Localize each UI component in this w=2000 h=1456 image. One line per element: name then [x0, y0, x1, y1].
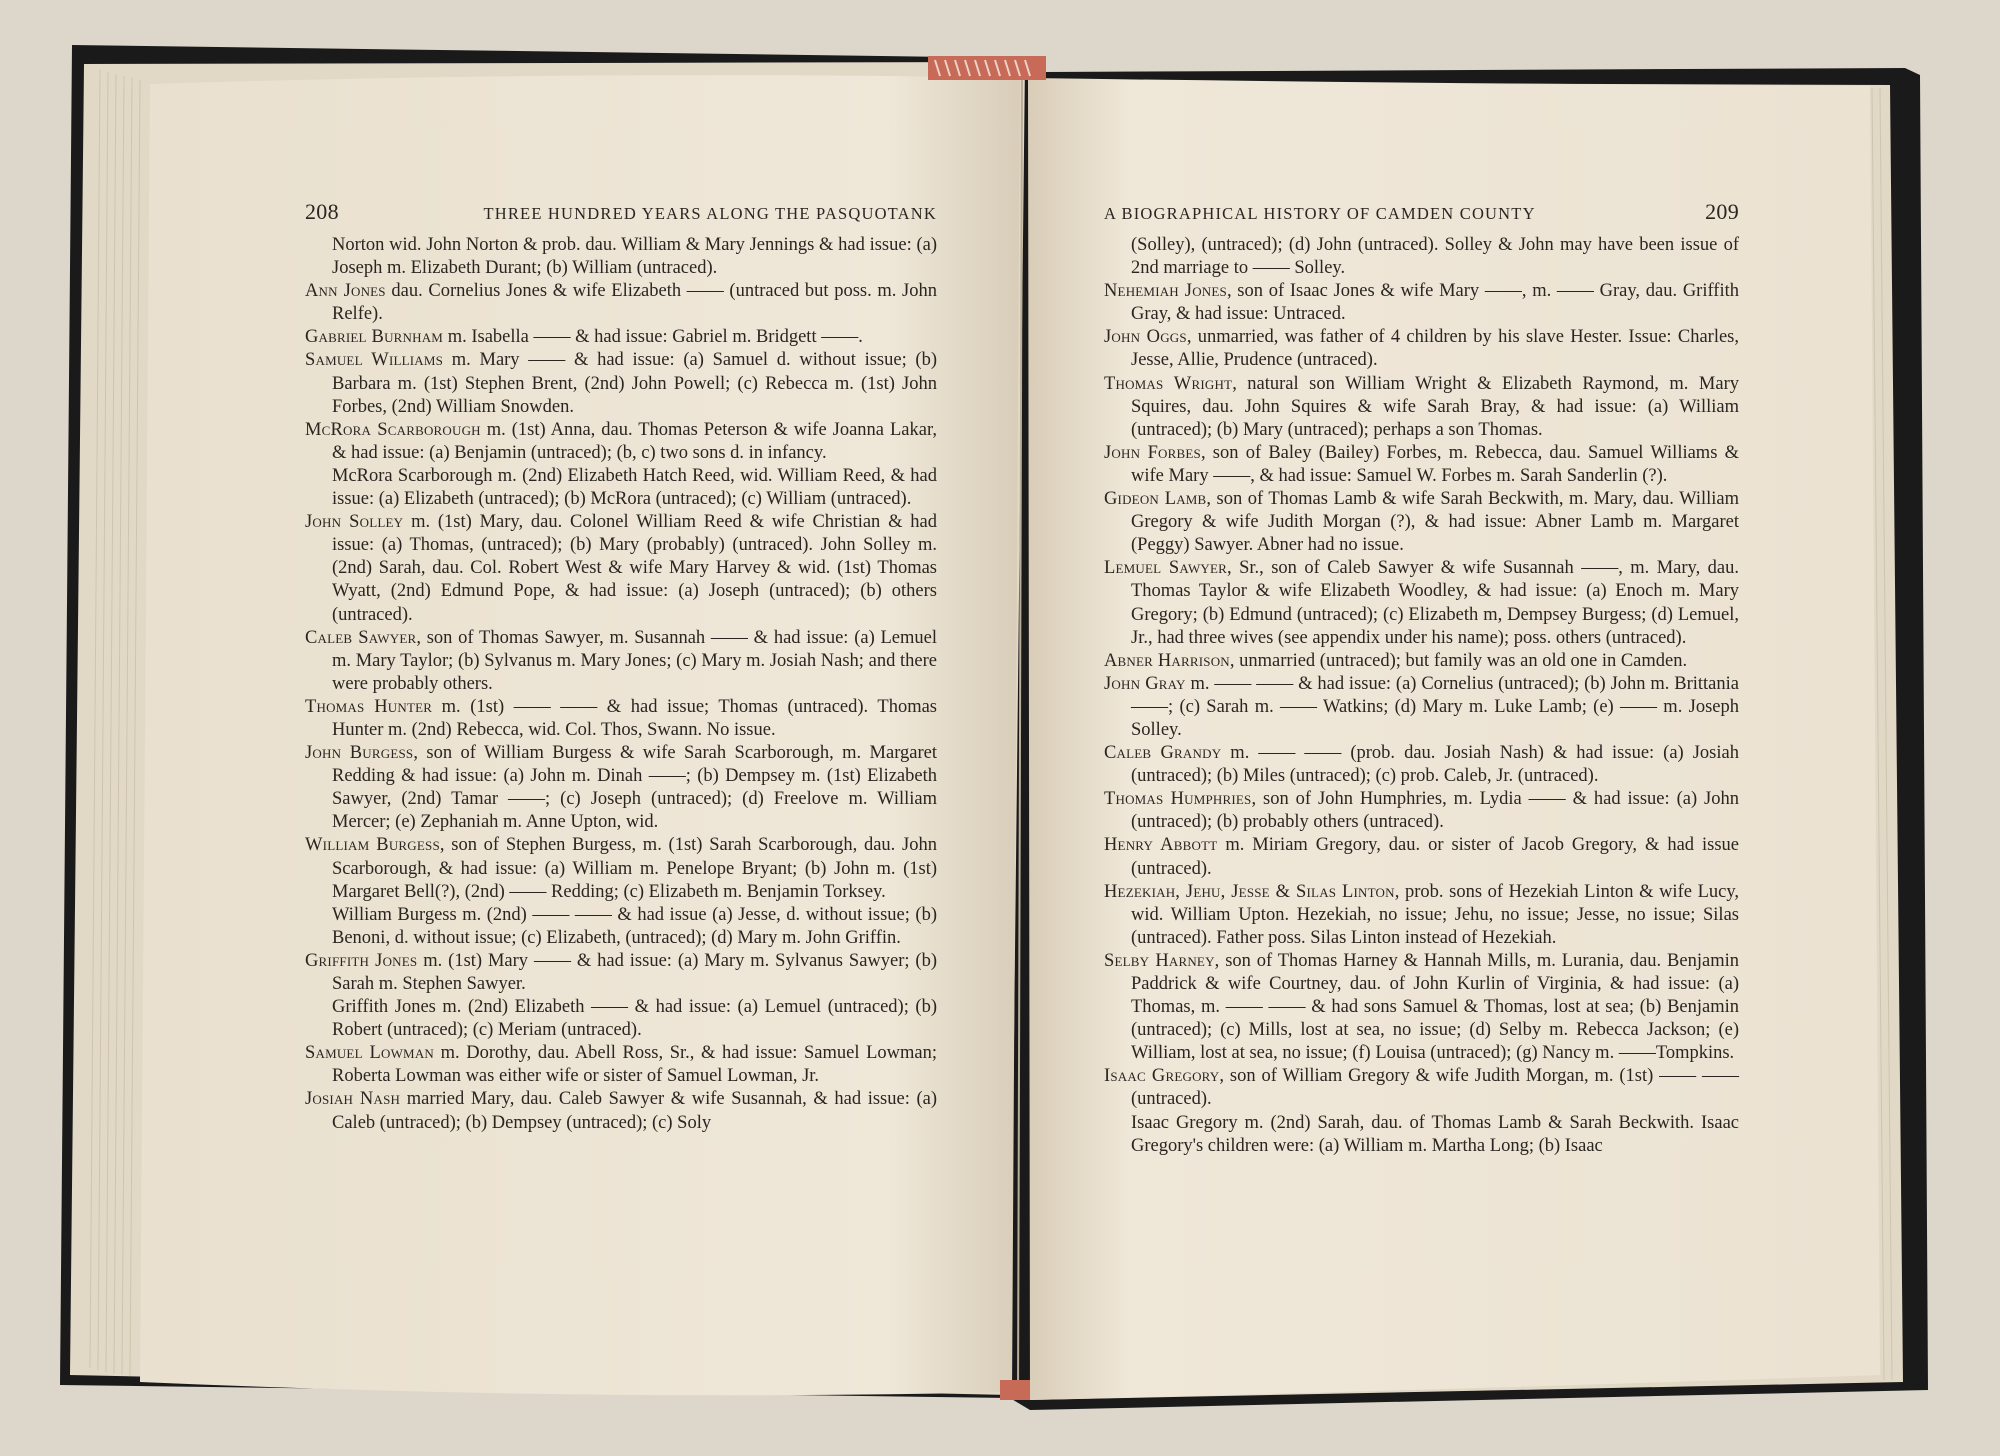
entry-name: Thomas Humphries: [1104, 789, 1252, 810]
entry-text: m. —— —— & had issue: (a) Cornelius (untraced); (b) John m. Brittania ——; (c) Sarah m. —— Watkins; (d) Mary m. Luke Lamb; (e) —— m. Joseph Solley.: [1131, 673, 1739, 740]
entry-text: , son of William Gregory & wife Judith Morgan, m. (1st) —— —— (untraced).: [1131, 1066, 1740, 1110]
entry-text: , son of Thomas Sawyer, m. Susannah —— & had issue: (a) Lemuel m. Mary Taylor; (b) Sylvanus m. Mary Jones; (c) Mary m. Josiah Nash; and there were probably others.: [332, 627, 937, 694]
headband-bottom: [1000, 1380, 1030, 1400]
right-running-title: A BIOGRAPHICAL HISTORY OF CAMDEN COUNTY: [1104, 204, 1536, 223]
entry-text: , unmarried (untraced); but family was an old one in Camden.: [1229, 650, 1688, 671]
genealogy-entry: [305, 326, 937, 349]
entry-name: William Burgess: [305, 835, 440, 856]
right-page-text: [1104, 200, 1739, 1158]
genealogy-entry: [305, 742, 937, 834]
genealogy-entry: [305, 950, 937, 996]
entry-name: Isaac Gregory: [1104, 1066, 1220, 1087]
entry-name: John Solley: [305, 512, 404, 533]
entry-name: Caleb Sawyer: [305, 627, 417, 648]
right-running-head: [1104, 200, 1739, 234]
entry-name: Henry Abbott: [1104, 835, 1218, 856]
genealogy-entry: [1104, 280, 1739, 326]
genealogy-entry: [1104, 834, 1739, 880]
entry-text: , unmarried, was father of 4 children by his slave Hester. Issue: Charles, Jesse, Allie, Prudence (untraced).: [1131, 327, 1739, 371]
entry-paragraph: William Burgess m. (2nd) —— —— & had issue (a) Jesse, d. without issue; (b) Benoni, d. without issue; (c) Elizabeth, (untraced); (d) Mary m. John Griffin.: [332, 904, 937, 948]
entry-name: Nehemiah Jones: [1104, 281, 1227, 302]
genealogy-entry: [1104, 326, 1739, 372]
genealogy-entry: [305, 419, 937, 465]
right-entries: [1104, 234, 1739, 1158]
genealogy-entry: [1104, 650, 1739, 673]
entry-name: Josiah Nash: [305, 1089, 401, 1110]
genealogy-entry: [305, 834, 937, 903]
entry-name: John Gray: [1104, 673, 1186, 694]
genealogy-entry: [1104, 373, 1739, 442]
genealogy-entry: [1104, 881, 1739, 950]
entry-name: Gideon Lamb: [1104, 489, 1207, 510]
genealogy-entry: [1104, 788, 1739, 834]
genealogy-entry: [1104, 442, 1739, 488]
genealogy-entry: [305, 1042, 937, 1088]
entry-paragraph: McRora Scarborough m. (2nd) Elizabeth Hatch Reed, wid. William Reed, & had issue: (a) Elizabeth (untraced); (b) McRora (untraced); (c) William (untraced).: [332, 465, 937, 510]
entry-text: m. Mary —— & had issue: (a) Samuel d. without issue; (b) Barbara m. (1st) Stephen Brent, (2nd) John Powell; (c) Rebecca m. (1st) John Forbes, (2nd) William Snowden.: [332, 350, 937, 417]
entry-name: Abner Harrison: [1104, 650, 1230, 671]
continued-entry: (Solley), (untraced); (d) John (untraced). Solley & John may have been issue of 2nd marriage to —— Solley.: [1131, 235, 1739, 279]
entry-text: , son of William Burgess & wife Sarah Scarborough, m. Margaret Redding & had issue: (a) John m. Dinah ——; (b) Dempsey m. (1st) Elizabeth Sawyer, (2nd) Tamar ——; (c) Joseph (untraced); (d) Freelove m. William Mercer; (e) Zephaniah m. Anne Upton, wid.: [332, 743, 937, 833]
entry-text: , son of John Humphries, m. Lydia —— & had issue: (a) John (untraced); (b) probably others (untraced).: [1131, 789, 1739, 833]
entry-text: , prob. sons of Hezekiah Linton & wife Lucy, wid. William Upton. Hezekiah, no issue; Jehu, no issue; Jesse, no issue; Silas (untraced). Father poss. Silas Linton instead of Hezekiah.: [1131, 881, 1739, 948]
entry-text: married Mary, dau. Caleb Sawyer & wife Susannah, & had issue: (a) Caleb (untraced); (b) Dempsey (untraced); (c) Soly: [332, 1089, 937, 1133]
genealogy-entry: [305, 1088, 937, 1134]
entry-text: , Sr., son of Caleb Sawyer & wife Susannah ——, m. Mary, dau. Thomas Taylor & wife Elizabeth Woodley, & had issue: (a) Enoch m. Mary Gregory; (b) Edmund (untraced); (c) Elizabeth m, Dempsey Burgess; (d) Lemuel, Jr., had three wives (see appendix under his name); poss. others (untraced).: [1131, 558, 1740, 648]
entry-text: , son of Isaac Jones & wife Mary ——, m. —— Gray, dau. Griffith Gray, & had issue: Untraced.: [1131, 281, 1739, 325]
entry-name: Samuel Williams: [305, 350, 444, 371]
left-running-head: [305, 200, 937, 234]
entry-text: m. Miriam Gregory, dau. or sister of Jacob Gregory, & had issue (untraced).: [1131, 835, 1739, 879]
right-page-number: 209: [1705, 199, 1739, 224]
continued-entry: Norton wid. John Norton & prob. dau. William & Mary Jennings & had issue: (a) Joseph m. Elizabeth Durant; (b) William (untraced).: [332, 235, 937, 279]
entry-text: m. (1st) Anna, dau. Thomas Peterson & wife Joanna Lakar, & had issue: (a) Benjamin (untraced); (b, c) two sons d. in infancy.: [332, 419, 937, 463]
genealogy-entry: [1104, 950, 1739, 1065]
entry-paragraph: Isaac Gregory m. (2nd) Sarah, dau. of Thomas Lamb & Sarah Beckwith. Isaac Gregory's children were: (a) William m. Martha Long; (b) Isaac: [1131, 1112, 1739, 1156]
left-running-title: THREE HUNDRED YEARS ALONG THE PASQUOTANK: [483, 204, 937, 223]
entry-name: Selby Harney: [1104, 950, 1215, 971]
entry-name: Lemuel Sawyer: [1104, 558, 1228, 579]
genealogy-entry: [1104, 488, 1739, 557]
entry-text: , son of Thomas Lamb & wife Sarah Beckwith, m. Mary, dau. William Gregory & wife Judith Morgan (?), & had issue: Abner Lamb m. Margaret (Peggy) Sawyer. Abner had no issue.: [1131, 489, 1739, 556]
entry-text: m. Dorothy, dau. Abell Ross, Sr., & had issue: Samuel Lowman; Roberta Lowman was either wife or sister of Samuel Lowman, Jr.: [332, 1043, 937, 1087]
entry-name: Thomas Wright: [1104, 373, 1233, 394]
entry-name: Gabriel Burnham: [305, 327, 444, 348]
left-page-text: [305, 200, 937, 1135]
genealogy-entry: [305, 627, 937, 696]
entry-text: m. —— —— (prob. dau. Josiah Nash) & had issue: (a) Josiah (untraced); (b) Miles (untraced); (c) prob. Caleb, Jr. (untraced).: [1131, 743, 1739, 787]
left-page-number: 208: [305, 199, 339, 224]
genealogy-entry: [1104, 1065, 1739, 1111]
genealogy-entry: [305, 349, 937, 418]
entry-name: McRora Scarborough: [305, 419, 481, 440]
genealogy-entry: [305, 511, 937, 626]
entry-name: John Oggs: [1104, 327, 1187, 348]
entry-text: , son of Baley (Bailey) Forbes, m. Rebecca, dau. Samuel Williams & wife Mary ——, & had issue: Samuel W. Forbes m. Sarah Sanderlin (?).: [1131, 442, 1739, 486]
entry-name: John Burgess: [305, 743, 414, 764]
entry-text: m. (1st) Mary, dau. Colonel William Reed & wife Christian & had issue: (a) Thomas, (untraced); (b) Mary (probably) (untraced). John Solley m. (2nd) Sarah, dau. Col. Robert West & wife Mary Harvey & wid. (1st) Thomas Wyatt, (2nd) Edmund Pope, & had issue: (a) Joseph (untraced); (b) others (untraced).: [332, 512, 938, 625]
genealogy-entry: [305, 696, 937, 742]
entry-text: dau. Cornelius Jones & wife Elizabeth —— (untraced but poss. m. John Relfe).: [332, 281, 937, 325]
entry-name: Samuel Lowman: [305, 1043, 434, 1064]
entry-text: m. (1st) Mary —— & had issue: (a) Mary m. Sylvanus Sawyer; (b) Sarah m. Stephen Sawyer.: [332, 950, 937, 994]
entry-paragraph: Griffith Jones m. (2nd) Elizabeth —— & had issue: (a) Lemuel (untraced); (b) Robert (untraced); (c) Meriam (untraced).: [332, 997, 937, 1041]
entry-name: Griffith Jones: [305, 950, 418, 971]
genealogy-entry: [305, 280, 937, 326]
genealogy-entry: [1104, 742, 1739, 788]
entry-text: , son of Stephen Burgess, m. (1st) Sarah Scarborough, dau. John Scarborough, & had issue: (a) William m. Penelope Bryant; (b) John m. (1st) Margaret Bell(?), (2nd) —— Redding; (c) Elizabeth m. Benjamin Torksey.: [332, 835, 937, 902]
entry-text: m. (1st) —— —— & had issue; Thomas (untraced). Thomas Hunter m. (2nd) Rebecca, wid. Col. Thos, Swann. No issue.: [332, 696, 937, 740]
entry-text: m. Isabella —— & had issue: Gabriel m. Bridgett ——.: [443, 327, 863, 348]
entry-text: , son of Thomas Harney & Hannah Mills, m. Lurania, dau. Benjamin Paddrick & wife Courtney, dau. of John Kurlin of Virginia, & had issue: (a) Thomas, m. —— —— & had sons Samuel & Thomas, lost at sea; (b) Benjamin (untraced); (c) Mills, lost at sea, no issue; (d) Selby m. Rebecca Jackson; (e) William, lost at sea, no issue; (f) Louisa (untraced); (g) Nancy m. ——Tompkins.: [1131, 950, 1739, 1064]
entry-name: Caleb Grandy: [1104, 743, 1222, 764]
left-entries: [305, 234, 937, 1135]
entry-name: Ann Jones: [305, 281, 386, 302]
entry-text: , natural son William Wright & Elizabeth Raymond, m. Mary Squires, dau. John Squires & wife Sarah Bray, & had issue: (a) William (untraced); (b) Mary (untraced); perhaps a son Thomas.: [1131, 373, 1739, 440]
genealogy-entry: [1104, 673, 1739, 742]
entry-name: John Forbes: [1104, 442, 1201, 463]
entry-name: Thomas Hunter: [305, 696, 433, 717]
genealogy-entry: [1104, 557, 1739, 649]
entry-name: Hezekiah, Jehu, Jesse & Silas Linton: [1104, 881, 1395, 902]
